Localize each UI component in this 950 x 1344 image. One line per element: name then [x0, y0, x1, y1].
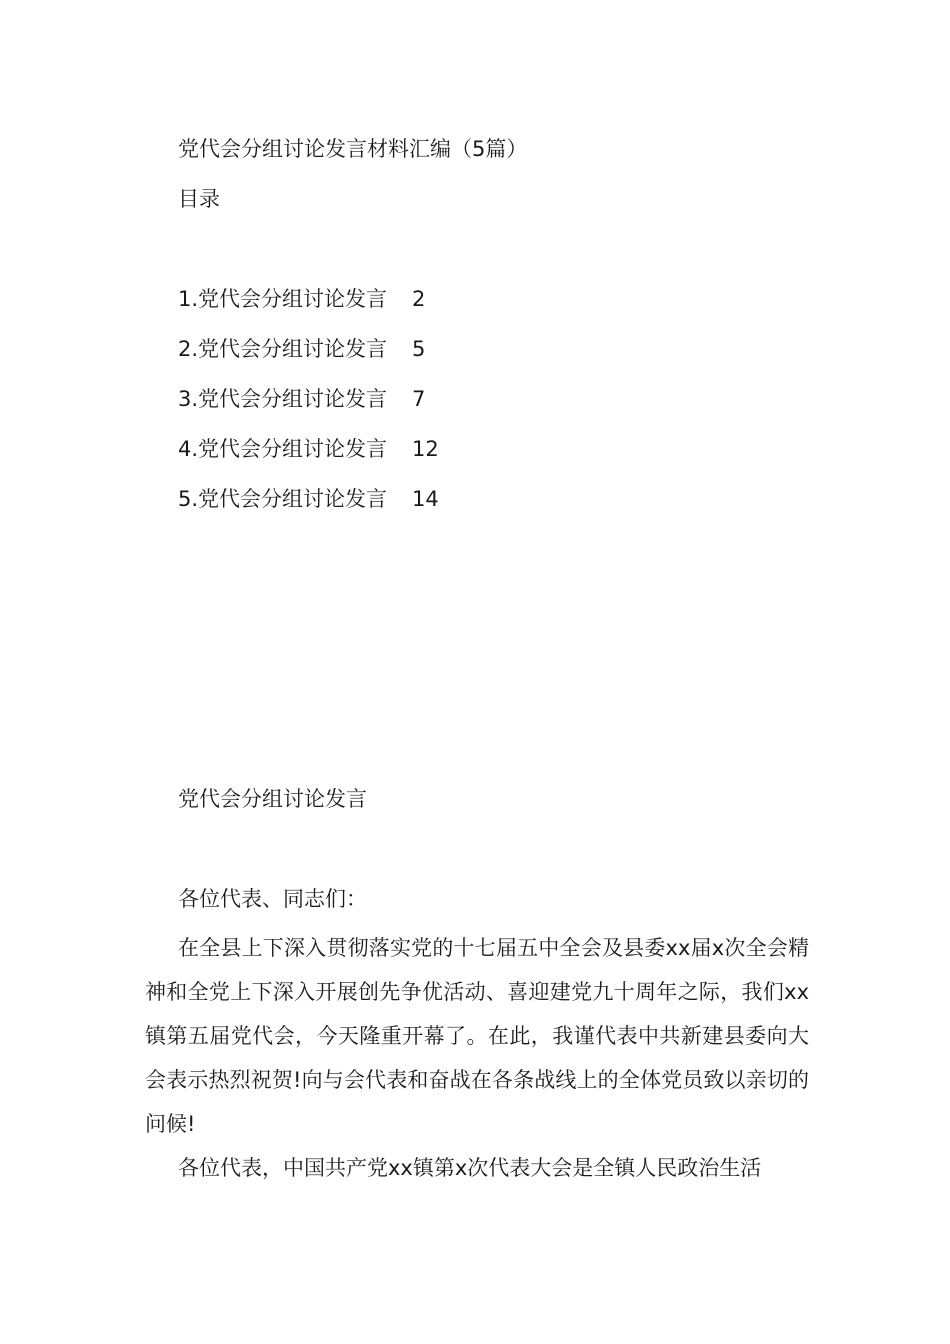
toc-item-label: 2.党代会分组讨论发言	[178, 337, 388, 361]
toc-item-label: 4.党代会分组讨论发言	[178, 437, 388, 461]
toc-item-page: 5	[412, 337, 426, 361]
toc-item-label: 5.党代会分组讨论发言	[178, 487, 388, 511]
toc-item-label: 1.党代会分组讨论发言	[178, 287, 388, 311]
table-of-contents	[178, 284, 439, 534]
greeting: 各位代表、同志们：	[178, 887, 367, 911]
toc-item[interactable]	[178, 284, 439, 334]
toc-item-page: 7	[412, 387, 426, 411]
toc-item[interactable]	[178, 334, 439, 384]
toc-item-label: 3.党代会分组讨论发言	[178, 387, 388, 411]
section-title: 党代会分组讨论发言	[178, 787, 367, 811]
toc-item-page: 12	[412, 437, 439, 461]
toc-item[interactable]	[178, 434, 439, 484]
toc-item[interactable]	[178, 484, 439, 534]
document-title: 党代会分组讨论发言材料汇编（5篇）	[178, 137, 528, 161]
toc-item-page: 14	[412, 487, 439, 511]
toc-heading: 目录	[178, 187, 220, 211]
body-paragraph: 各位代表，中国共产党xx镇第x次代表大会是全镇人民政治生活	[178, 1156, 762, 1180]
body-paragraph: 在全县上下深入贯彻落实党的十七届五中全会及县委xx届x次全会精神和全党上下深入开展创先争优活动、喜迎建党九十周年之际，我们xx镇第五届党代会，今天隆重开幕了。在此，我谨代表中共新建县委向大会表示热烈祝贺!向与会代表和奋战在各条战线上的全体党员致以亲切的问候!	[145, 936, 809, 1136]
toc-item[interactable]	[178, 384, 439, 434]
toc-item-page: 2	[412, 287, 426, 311]
